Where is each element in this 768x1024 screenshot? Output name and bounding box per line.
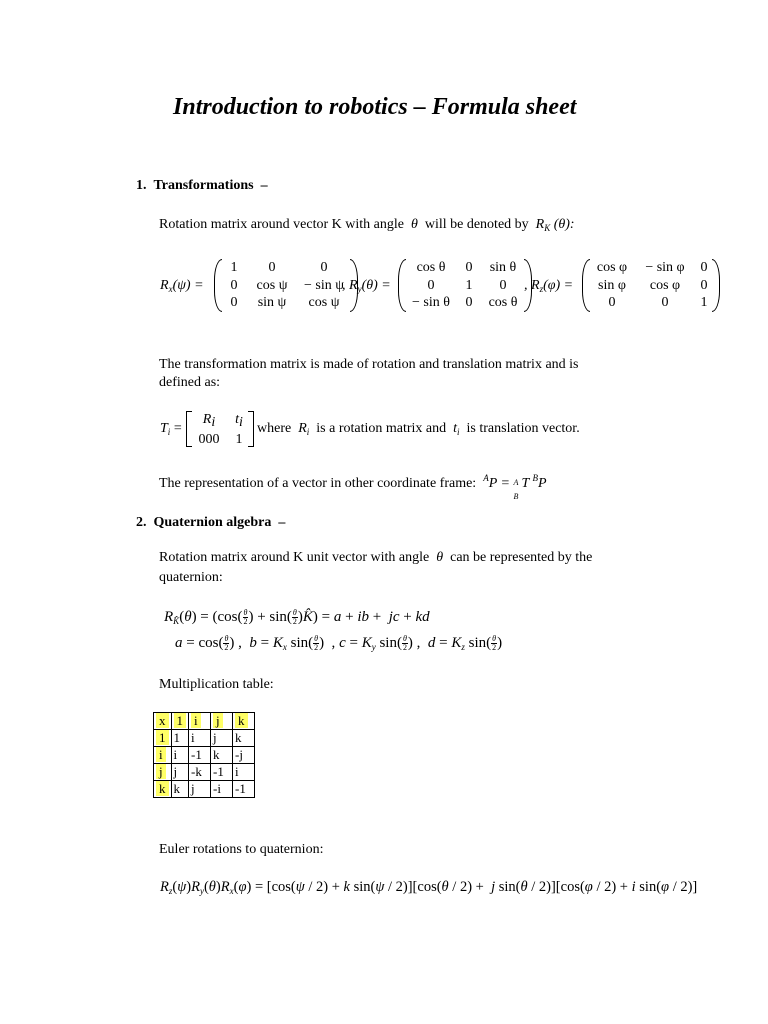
- representation-text: The representation of a vector in other coordinate frame: $^A$P = A B T $^B$P: [159, 473, 547, 501]
- rx-matrix: 1 0 0 0 cos ψ − sin ψ 0 sin ψ cos ψ: [214, 259, 358, 312]
- rotation-intro-text-a: Rotation matrix around vector K with angle: [159, 217, 404, 232]
- section-heading-transformations: 1. Transformations –: [136, 178, 268, 193]
- table-row: j j -k -1 i: [154, 764, 255, 781]
- quaternion-intro-line1: Rotation matrix around K unit vector with angle θ can be represented by the: [159, 550, 593, 565]
- transform-text-line2: defined as:: [159, 375, 221, 390]
- t-where-text: where $R_i$ is a rotation matrix and $t_i$ is translation vector.: [257, 421, 580, 437]
- table-row: i i -1 k -j: [154, 747, 255, 764]
- ry-matrix: cos θ 0 sin θ 0 1 0 − sin θ 0 cos θ: [398, 259, 532, 312]
- table-row: 1 1 i j k: [154, 730, 255, 747]
- euler-label: Euler rotations to quaternion:: [159, 842, 324, 857]
- transform-text-line1: The transformation matrix is made of rotation and translation matrix and is: [159, 357, 579, 372]
- rk-notation: $R_K$ (θ):: [532, 217, 575, 233]
- rz-label: , $R_z(\varphi)$ =: [524, 278, 574, 294]
- ry-label: , $R_y(\theta)$ =: [342, 278, 391, 294]
- table-row: k k j -i -1: [154, 781, 255, 798]
- multiplication-table: [153, 712, 255, 798]
- rz-matrix: cos φ − sin φ 0 sin φ cos φ 0 0 0 1: [582, 259, 720, 312]
- quaternion-intro-line2: quaternion:: [159, 570, 223, 585]
- rotation-intro-text-b: will be denoted by: [424, 217, 529, 232]
- multiplication-table-label: Multiplication table:: [159, 677, 274, 692]
- rx-label: $R_x(\psi)$ =: [160, 278, 204, 294]
- euler-formula: $R_z(\psi)R_y(\theta)R_x(\varphi) = [\cos(\psi / 2) + k$ sin(ψ / 2)][cos(θ / 2) + j sin(θ / 2)][cos(φ / 2) + i sin(φ / 2)]: [160, 879, 698, 896]
- quaternion-formula: $R_{K̂}(\theta) = (\cos$( $\frac{\theta}{2}$ ) + sin( $\frac{\theta}{2}$ )K̂) = a + ib + jc + kd: [164, 608, 430, 627]
- table-row: x 1 i j k: [154, 713, 255, 730]
- theta-symbol: θ: [407, 217, 422, 232]
- page-title: Introduction to robotics – Formula sheet: [173, 94, 577, 120]
- t-matrix: Ri ti 000 1: [186, 411, 254, 447]
- rotation-intro: [159, 217, 575, 233]
- section-heading-quaternion: 2. Quaternion algebra –: [136, 515, 286, 530]
- quaternion-components: a = cos( $\frac{\theta}{2}$ ) , $b = K_x$ sin( $\frac{\theta}{2}$ ) , $c = K_y$ sin( $\frac{\theta}{2}$ ) , $d = K_z$ sin( $\frac{\theta}{2}$ ): [175, 634, 503, 653]
- t-label: $T_i$ =: [160, 421, 182, 437]
